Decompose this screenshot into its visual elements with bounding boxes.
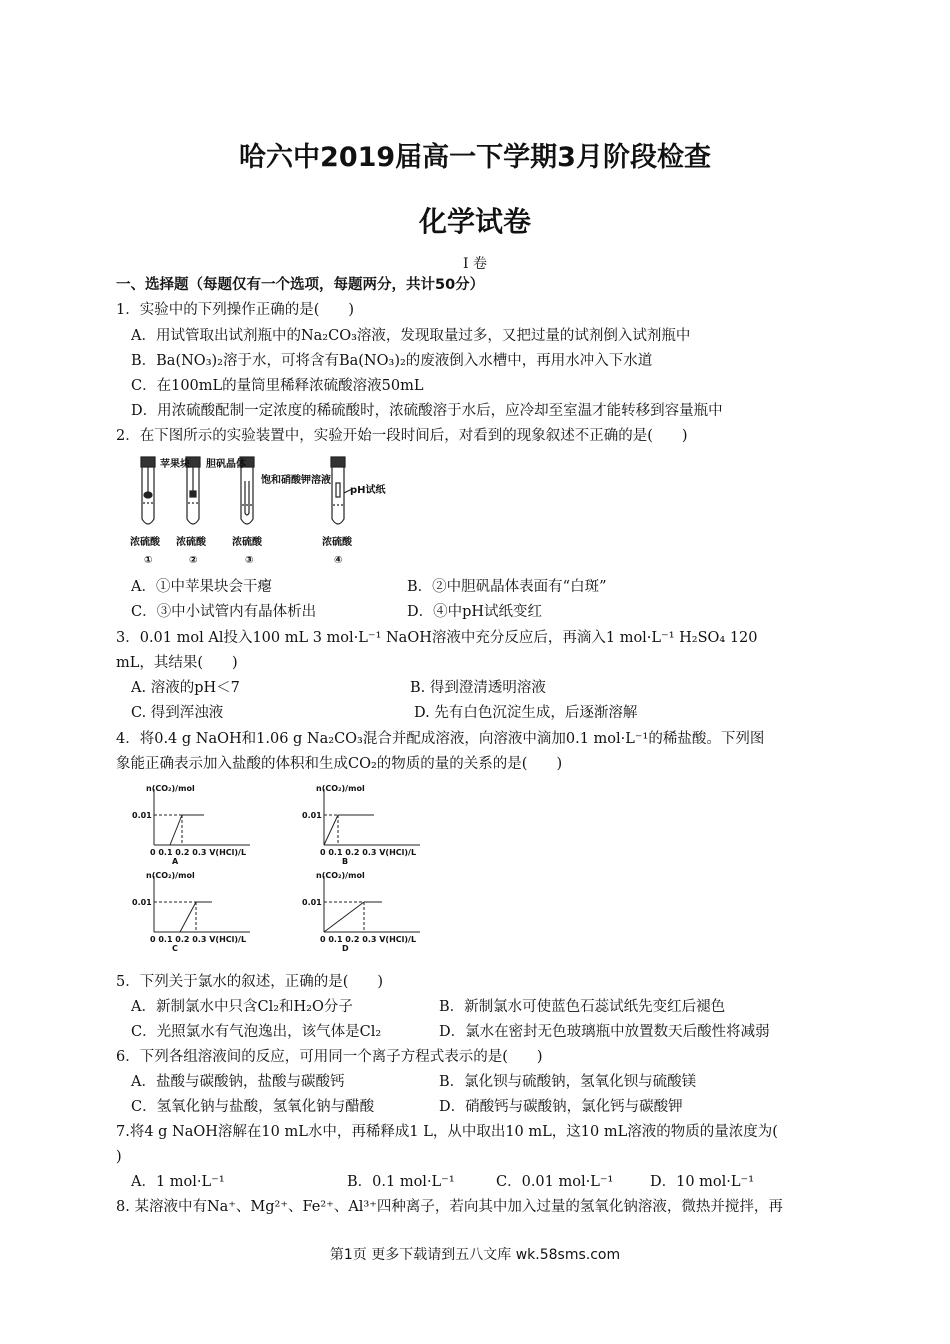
q4-graph-c <box>130 870 255 952</box>
q7-option-d: D．10 mol·L⁻¹ <box>650 1174 755 1190</box>
tube2-acid: 浓硫酸 <box>176 537 206 548</box>
tube4-number: ④ <box>334 555 343 566</box>
section-heading: 一、选择题（每题仅有一个选项，每题两分，共计50分） <box>116 277 485 293</box>
q6-stem: 6．下列各组溶液间的反应，可用同一个离子方程式表示的是( ) <box>116 1049 543 1065</box>
q3-option-c: C. 得到浑浊液 <box>131 705 224 721</box>
q2-option-c: C．③中小试管内有晶体析出 <box>131 604 317 620</box>
exam-subject: 化学试卷 <box>418 205 531 238</box>
q1-stem: 1．实验中的下列操作正确的是( ) <box>116 302 355 318</box>
graph-b-yval: 0.01 <box>302 811 322 820</box>
graph-d-xticks: 0 0.1 0.2 0.3 V(HCl)/L <box>320 935 417 944</box>
q3-option-a: A. 溶液的pH＜7 <box>131 680 240 696</box>
q3-option-b: B. 得到澄清透明溶液 <box>410 680 546 696</box>
q5-option-a: A．新制氯水中只含Cl₂和H₂O分子 <box>131 999 353 1015</box>
tube4-acid: 浓硫酸 <box>322 537 352 548</box>
graph-d-yval: 0.01 <box>302 898 322 907</box>
q6-option-b: B．氯化钡与硫酸钠，氢氧化钡与硫酸镁 <box>439 1074 697 1090</box>
tube3-number: ③ <box>245 555 254 566</box>
q1-option-c: C．在100mL的量筒里稀释浓硫酸溶液50mL <box>131 378 424 394</box>
volume-label: I 卷 <box>463 256 487 272</box>
tube2-label: 胆矾晶体 <box>206 459 246 470</box>
q2-option-a: A．①中苹果块会干瘪 <box>131 579 272 595</box>
q2-apparatus-figure <box>128 453 418 571</box>
q4-stem-line1: 4．将0.4 g NaOH和1.06 g Na₂CO₃混合并配成溶液，向溶液中滴加0.1 mol·L⁻¹的稀盐酸。下列图 <box>116 731 765 747</box>
tube3-acid: 浓硫酸 <box>232 537 262 548</box>
q5-stem: 5．下列关于氯水的叙述，正确的是( ) <box>116 974 384 990</box>
q6-option-a: A．盐酸与碳酸钠，盐酸与碳酸钙 <box>131 1074 345 1090</box>
tube1-number: ① <box>144 555 153 566</box>
q8-stem-line1: 8. 某溶液中有Na⁺、Mg²⁺、Fe²⁺、Al³⁺四种离子，若向其中加入过量的氢氧化钠溶液，微热并搅拌，再 <box>116 1199 783 1215</box>
graph-d-ylabel: n(CO₂)/mol <box>316 871 365 880</box>
q4-graph-b <box>300 783 425 865</box>
q7-stem-line1: 7.将4 g NaOH溶解在10 mL水中，再稀释成1 L，从中取出10 mL，这10 mL溶液的物质的量浓度为( <box>116 1124 778 1140</box>
graph-d-label: D <box>342 944 349 952</box>
exam-title: 哈六中2019届高一下学期3月阶段检查 <box>239 142 711 173</box>
q3-stem-line1: 3．0.01 mol Al投入100 mL 3 mol·L⁻¹ NaOH溶液中充分反应后，再滴入1 mol·L⁻¹ H₂SO₄ 120 <box>116 630 758 646</box>
q1-option-b: B．Ba(NO₃)₂溶于水，可将含有Ba(NO₃)₂的废液倒入水槽中，再用水冲入下水道 <box>131 353 653 369</box>
graph-b-ylabel: n(CO₂)/mol <box>316 784 365 793</box>
q5-option-d: D．氯水在密封无色玻璃瓶中放置数天后酸性将减弱 <box>439 1024 770 1040</box>
q7-option-c: C．0.01 mol·L⁻¹ <box>496 1174 614 1190</box>
q5-option-b: B．新制氯水可使蓝色石蕊试纸先变红后褪色 <box>439 999 726 1015</box>
q4-graph-a <box>130 783 255 865</box>
graph-a-label: A <box>172 857 179 865</box>
tube4-label: pH试纸 <box>350 485 386 496</box>
q3-stem-line2: mL，其结果( ) <box>116 655 238 671</box>
q7-stem-line2: ) <box>116 1149 122 1165</box>
q1-option-a: A．用试管取出试剂瓶中的Na₂CO₃溶液，发现取量过多，又把过量的试剂倒入试剂瓶中 <box>131 328 691 344</box>
q1-option-d: D．用浓硫酸配制一定浓度的稀硫酸时，浓硫酸溶于水后，应冷却至室温才能转移到容量瓶中 <box>131 403 723 419</box>
tube1-label: 苹果块 <box>160 459 190 470</box>
graph-c-ylabel: n(CO₂)/mol <box>146 871 195 880</box>
q6-option-c: C．氢氧化钠与盐酸，氢氧化钠与醋酸 <box>131 1099 375 1115</box>
q3-option-d: D. 先有白色沉淀生成，后逐渐溶解 <box>414 705 638 721</box>
q5-option-c: C．光照氯水有气泡逸出，该气体是Cl₂ <box>131 1024 382 1040</box>
graph-a-ylabel: n(CO₂)/mol <box>146 784 195 793</box>
q4-stem-line2: 象能正确表示加入盐酸的体积和生成CO₂的物质的量的关系的是( ) <box>116 756 563 772</box>
graph-c-yval: 0.01 <box>132 898 152 907</box>
tube1-acid: 浓硫酸 <box>130 537 160 548</box>
q7-option-a: A．1 mol·L⁻¹ <box>131 1174 225 1190</box>
q2-option-b: B．②中胆矾晶体表面有“白斑” <box>407 579 607 595</box>
q2-option-d: D．④中pH试纸变红 <box>407 604 543 620</box>
page-footer: 第1页 更多下载请到五八文库 wk.58sms.com <box>329 1247 621 1263</box>
q6-option-d: D．硝酸钙与碳酸钠，氯化钙与碳酸钾 <box>439 1099 683 1115</box>
graph-b-label: B <box>342 857 349 865</box>
q7-option-b: B．0.1 mol·L⁻¹ <box>347 1174 455 1190</box>
tube3-label: 饱和硝酸钾溶液 <box>261 475 331 486</box>
graph-a-yval: 0.01 <box>132 811 152 820</box>
graph-c-xticks: 0 0.1 0.2 0.3 V(HCl)/L <box>150 935 247 944</box>
graph-c-label: C <box>172 944 178 952</box>
q2-stem: 2．在下图所示的实验装置中，实验开始一段时间后，对看到的现象叙述不正确的是( ) <box>116 428 688 444</box>
graph-a-xticks: 0 0.1 0.2 0.3 V(HCl)/L <box>150 848 247 857</box>
q4-graph-d <box>300 870 425 952</box>
graph-b-xticks: 0 0.1 0.2 0.3 V(HCl)/L <box>320 848 417 857</box>
tube2-number: ② <box>189 555 198 566</box>
